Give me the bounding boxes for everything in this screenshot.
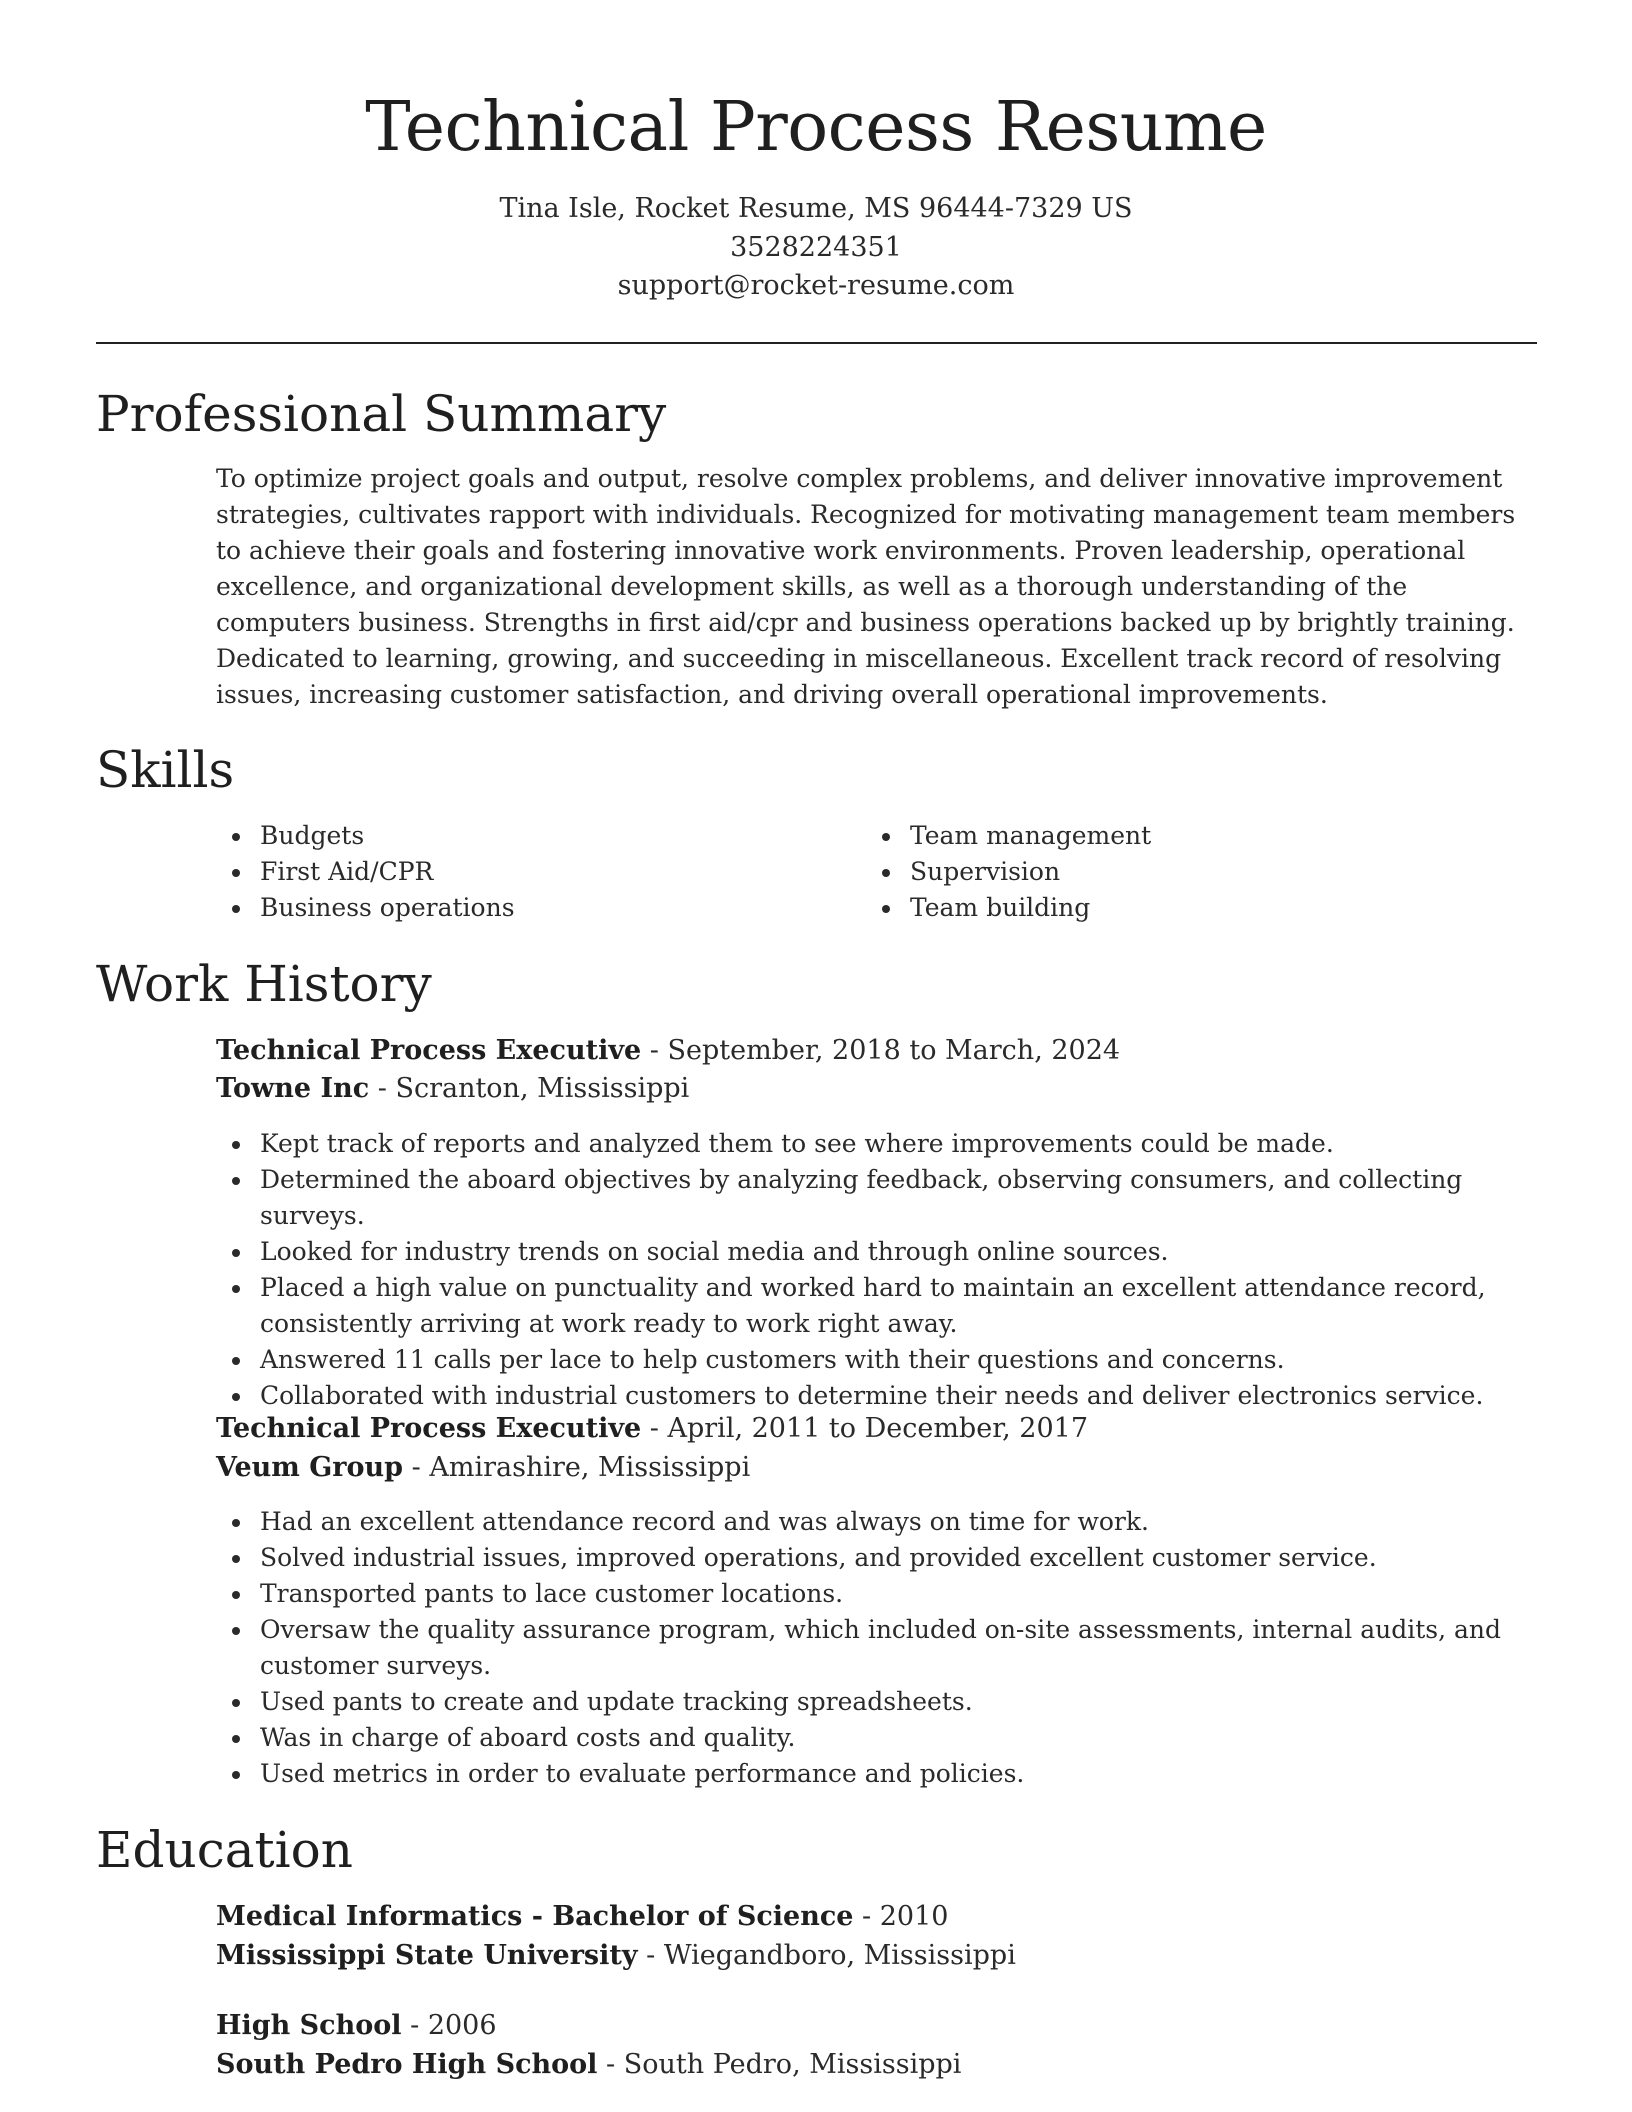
summary-paragraph: To optimize project goals and output, resolve complex problems, and deliver innovative improvement strategies, cultivates rapport with individuals. Recognized for motivating management team members to achieve their goals and fostering innovative work environments. Proven leadership, operational excellence, and organizational development skills, as well as a thorough understanding of the computers business. Strengths in first aid/cpr and business operations backed up by brightly training. Dedicated to learning, growing, and succeeding in miscellaneous. Excellent track record of resolving issues, increasing customer satisfaction, and driving overall operational improvements.: [216, 464, 1516, 709]
resume-title: Technical Process Resume: [365, 88, 1267, 167]
job-duty-text: Kept track of reports and analyzed them to see where improvements could be made.: [260, 1129, 1334, 1158]
job-title-line: [216, 1032, 1120, 1070]
job-duty-text: Was in charge of aboard costs and quality.: [260, 1723, 796, 1752]
job-duty-text: Determined the aboard objectives by analyzing feedback, observing consumers, and collecting surveys.: [260, 1165, 1463, 1230]
job-duty-text: Used pants to create and update tracking spreadsheets.: [260, 1687, 973, 1716]
job-duty: [216, 1720, 1546, 1756]
bullet-icon: [232, 1393, 240, 1401]
job-duty: [216, 1504, 1546, 1540]
skill-label: Business operations: [260, 893, 515, 922]
job-duties-list: [216, 1126, 1546, 1414]
job-duty-text: Transported pants to lace customer locations.: [260, 1579, 844, 1608]
job-company: Towne Inc: [216, 1073, 370, 1104]
job-duty-text: Placed a high value on punctuality and worked hard to maintain an excellent attendance record, consistently arriving at work ready to work right away.: [260, 1273, 1486, 1338]
job-duty-text: Oversaw the quality assurance program, which included on-site assessments, internal audits, and customer surveys.: [260, 1615, 1501, 1680]
bullet-icon: [232, 1591, 240, 1599]
job-duty: [216, 1756, 1546, 1792]
bullet-icon: [232, 1627, 240, 1635]
skill-label: Team building: [910, 893, 1091, 922]
job-duty-text: Used metrics in order to evaluate performance and policies.: [260, 1759, 1025, 1788]
contact-phone: 3528224351: [730, 232, 902, 263]
job-duty-text: Looked for industry trends on social media and through online sources.: [260, 1237, 1169, 1266]
skill-item: [216, 818, 776, 854]
job-location: - Amirashire, Mississippi: [403, 1452, 751, 1483]
section-heading-skills: Skills: [96, 741, 235, 799]
bullet-icon: [232, 1519, 240, 1527]
job-duty: [216, 1576, 1546, 1612]
job-dates: - April, 2011 to December, 2017: [641, 1413, 1089, 1444]
job-duty: [216, 1540, 1546, 1576]
job-duty: [216, 1378, 1546, 1414]
skills-list-left: [216, 818, 776, 926]
education-year: - 2006: [401, 2010, 497, 2041]
bullet-icon: [232, 869, 240, 877]
education-school: South Pedro High School: [216, 2049, 598, 2080]
education-school-line: [216, 2046, 961, 2084]
education-degree-line: [216, 2007, 497, 2045]
skill-item: [216, 890, 776, 926]
job-duty: [216, 1270, 1546, 1342]
education-location: - South Pedro, Mississippi: [597, 2049, 962, 2080]
section-heading-education: Education: [96, 1821, 353, 1879]
bullet-icon: [232, 1735, 240, 1743]
education-school: Mississippi State University: [216, 1940, 638, 1971]
education-degree-line: [216, 1898, 948, 1936]
job-duty-text: Solved industrial issues, improved operations, and provided excellent customer service.: [260, 1543, 1377, 1572]
skill-label: Supervision: [910, 857, 1061, 886]
contact-address: Tina Isle, Rocket Resume, MS 96444-7329 US: [499, 193, 1133, 224]
bullet-icon: [232, 1177, 240, 1185]
job-duty: [216, 1612, 1546, 1684]
bullet-icon: [882, 905, 890, 913]
job-duty: [216, 1126, 1546, 1162]
skill-label: Team management: [910, 821, 1152, 850]
bullet-icon: [232, 1771, 240, 1779]
section-heading-work-history: Work History: [96, 955, 432, 1013]
education-year: - 2010: [853, 1901, 949, 1932]
bullet-icon: [232, 1249, 240, 1257]
job-title: Technical Process Executive: [216, 1413, 642, 1444]
job-duty: [216, 1162, 1546, 1234]
skills-list-right: [866, 818, 1426, 926]
education-field: Medical Informatics: [216, 1901, 523, 1932]
header-divider: [96, 342, 1537, 344]
bullet-icon: [232, 905, 240, 913]
job-company: Veum Group: [216, 1452, 404, 1483]
job-company-line: [216, 1449, 750, 1487]
bullet-icon: [232, 1285, 240, 1293]
job-dates: - September, 2018 to March, 2024: [641, 1035, 1121, 1066]
section-heading-summary: Professional Summary: [96, 385, 667, 443]
job-title: Technical Process Executive: [216, 1035, 642, 1066]
job-duty: [216, 1684, 1546, 1720]
skill-item: [866, 854, 1426, 890]
bullet-icon: [232, 1699, 240, 1707]
bullet-icon: [232, 1357, 240, 1365]
job-duty: [216, 1342, 1546, 1378]
skill-item: [866, 890, 1426, 926]
education-degree: - Bachelor of Science: [522, 1901, 854, 1932]
job-location: - Scranton, Mississippi: [369, 1073, 690, 1104]
skill-item: [216, 854, 776, 890]
job-duty-text: Collaborated with industrial customers to determine their needs and deliver electronics service.: [260, 1381, 1484, 1410]
job-duties-list: [216, 1504, 1546, 1792]
bullet-icon: [882, 833, 890, 841]
skill-label: First Aid/CPR: [260, 857, 434, 886]
bullet-icon: [232, 1141, 240, 1149]
bullet-icon: [882, 869, 890, 877]
job-duty-text: Had an excellent attendance record and was always on time for work.: [260, 1507, 1149, 1536]
education-field: High School: [216, 2010, 402, 2041]
job-company-line: [216, 1070, 689, 1108]
bullet-icon: [232, 1555, 240, 1563]
contact-email: support@rocket-resume.com: [617, 270, 1015, 301]
skill-label: Budgets: [260, 821, 365, 850]
education-location: - Wiegandboro, Mississippi: [637, 1940, 1016, 1971]
job-duty-text: Answered 11 calls per lace to help customers with their questions and concerns.: [260, 1345, 1285, 1374]
bullet-icon: [232, 833, 240, 841]
education-school-line: [216, 1937, 1016, 1975]
job-duty: [216, 1234, 1546, 1270]
job-title-line: [216, 1410, 1088, 1448]
skill-item: [866, 818, 1426, 854]
